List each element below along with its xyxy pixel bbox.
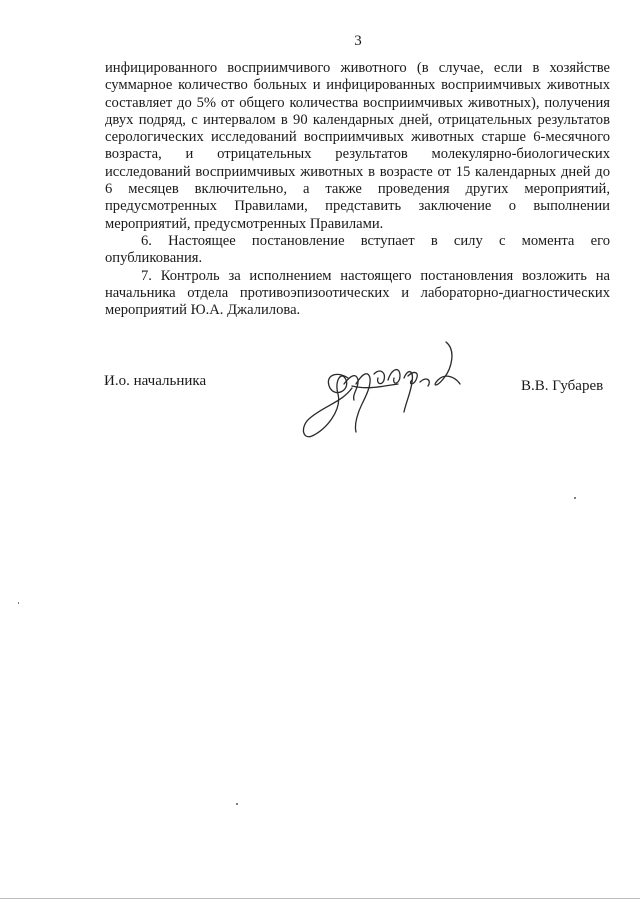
document-body [105, 60, 610, 319]
scan-speck [18, 602, 19, 604]
scan-speck [236, 803, 238, 805]
paragraph-item-7: 7. Контроль за исполнением настоящего постановления возложить на начальника отдела противоэпизоотических и лабораторно-диагностических мероприятий Ю.А. Джалилова. [105, 267, 610, 319]
handwritten-signature [296, 340, 471, 450]
paragraph-item-6: 6. Настоящее постановление вступает в силу с момента его опубликования. [105, 232, 610, 267]
paragraph-continued: инфицированного восприимчивого животного (в случае, если в хозяйстве суммарное количество больных и инфицированных восприимчивых животных составляет до 5% от общего количества восприимчивых животных), получения двух подряд, с интервалом в 90 календарных дней, отрицательных результатов серологических исследований восприимчивых животных старше 6-месячного возраста, и отрицательных результатов молекулярно-биологических исследований восприимчивых животных в возрасте от 15 календарных дней до 6 месяцев включительно, а также проведения других мероприятий, предусмотренных Правилами, представить заключение о выполнении мероприятий, предусмотренных Правилами. [105, 60, 610, 232]
scan-edge-line [0, 898, 640, 899]
signatory-role: И.о. начальника [104, 373, 207, 389]
scan-speck [574, 497, 576, 499]
page-number: 3 [354, 33, 362, 49]
signatory-name: В.В. Губарев [521, 378, 604, 394]
